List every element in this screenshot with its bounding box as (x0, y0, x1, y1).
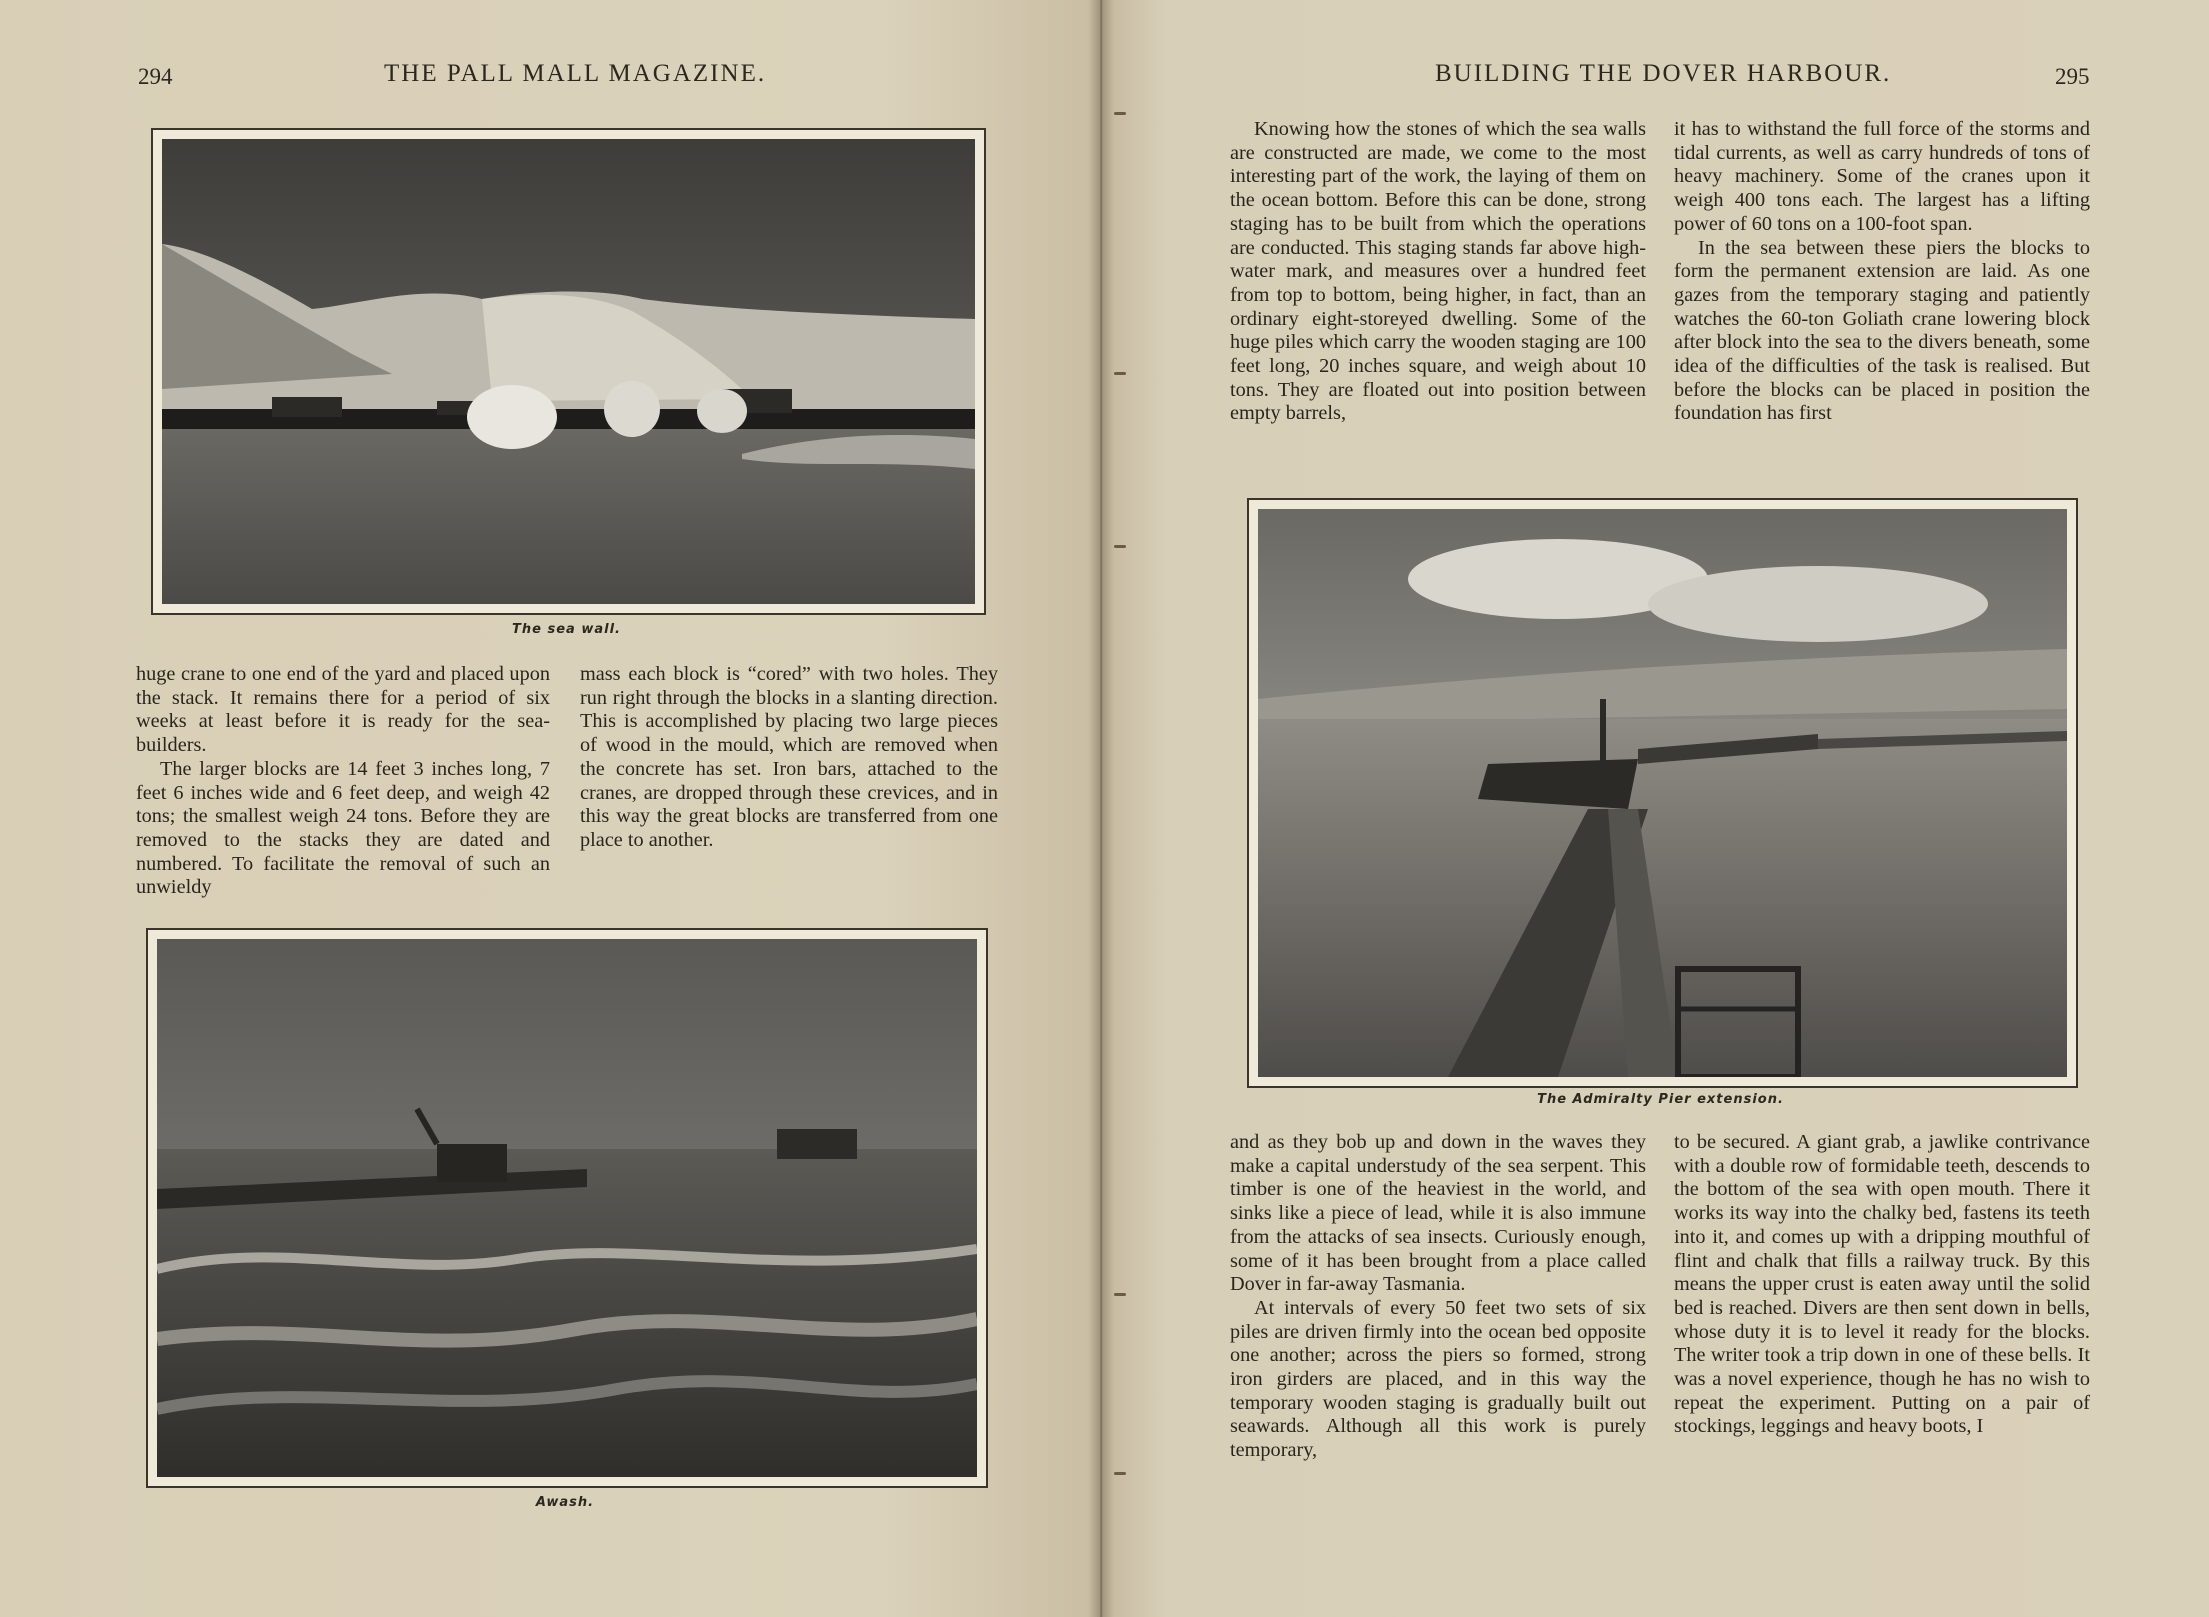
figure-admiralty-pier (1247, 498, 2078, 1088)
binding-stitch (1114, 545, 1126, 548)
right-column-2-bottom (1674, 1131, 2090, 1439)
sea-wall-photo (162, 139, 975, 604)
right-page-number: 295 (2055, 64, 2090, 89)
paragraph: to be secured. A giant grab, a jawlike contrivance with a double row of formidable teeth, descends to the bottom of the sea with open mouth. There it works its way into the chalky bed, fastens its teeth into it, and comes up with a dripping mouthful of flint and chalk that fills a railway truck. By this means the upper crust is eaten away until the solid bed is reached. Divers are then sent down in bells, whose duty it is to level it ready for the blocks. The writer took a trip down in one of these bells. It was a novel experience, though he has no wish to repeat the experiment. Putting on a pair of stockings, leggings and heavy boots, I (1674, 1131, 2090, 1438)
binding-stitch (1114, 1472, 1126, 1475)
left-column-2 (580, 663, 998, 853)
figure-sea-wall (151, 128, 986, 615)
caption-awash: Awash. (535, 1495, 595, 1510)
paragraph: mass each block is “cored” with two holes. They run right through the blocks in a slanting direction. This is accomplished by placing two large pieces of wood in the mould, which are removed when the concrete has set. Iron bars, attached to the cranes, are dropped through these crevices, and in this way the great blocks are transferred from one place to another. (580, 663, 998, 851)
right-column-1-bottom (1230, 1131, 1646, 1463)
right-running-head: BUILDING THE DOVER HARBOUR. (1435, 60, 1892, 87)
paragraph: huge crane to one end of the yard and placed upon the stack. It remains there for a period of six weeks at least before it is ready for the sea-builders. (136, 663, 550, 757)
figure-awash (146, 928, 988, 1488)
paragraph: and as they bob up and down in the waves they make a capital understudy of the sea serpent. This timber is one of the heaviest in the world, and sinks like a piece of lead, while it is also immune from the attacks of sea insects. Curiously enough, some of it has been brought from a place called Dover in far-away Tasmania. (1230, 1131, 1646, 1296)
caption-sea-wall: The sea wall. (512, 622, 621, 637)
paragraph: it has to withstand the full force of the storms and tidal currents, as well as carry hundreds of tons of heavy machinery. Some of the cranes upon it weigh 400 tons each. The largest has a lifting power of 60 tons on a 100-foot span. (1674, 118, 2090, 235)
awash-photo (157, 939, 977, 1477)
caption-admiralty-pier: The Admiralty Pier extension. (1537, 1092, 1784, 1107)
paragraph: At intervals of every 50 feet two sets of six piles are driven firmly into the ocean bed opposite one another; across the piers so formed, strong iron girders are placed, and in this way the temporary wooden staging is gradually built out seawards. Although all this work is purely temporary, (1230, 1296, 1646, 1462)
right-column-1-top (1230, 118, 1646, 426)
book-gutter (1088, 0, 1114, 1617)
left-running-head: THE PALL MALL MAGAZINE. (384, 60, 767, 87)
paragraph: Knowing how the stones of which the sea walls are constructed are made, we come to the most interesting part of the work, the laying of them on the ocean bottom. Before this can be done, strong staging has to be built from which the operations are conducted. This staging stands far above high-water mark, and measures over a hundred feet from top to bottom, being higher, in fact, than an ordinary eight-storeyed dwelling. Some of the huge piles which carry the wooden staging are 100 feet long, 20 inches square, and weigh about 10 tons. They are floated out into position between empty barrels, (1230, 118, 1646, 425)
paragraph: The larger blocks are 14 feet 3 inches long, 7 feet 6 inches wide and 6 feet deep, and weigh 42 tons; the smallest weigh 24 tons. Before they are removed to the stacks they are dated and numbered. To facilitate the removal of such an unwieldy (136, 757, 550, 899)
right-column-2-top (1674, 118, 2090, 426)
binding-stitch (1114, 1293, 1126, 1296)
left-column-1 (136, 663, 550, 900)
admiralty-pier-photo (1258, 509, 2067, 1077)
left-page-number: 294 (138, 64, 173, 89)
binding-stitch (1114, 372, 1126, 375)
binding-stitch (1114, 112, 1126, 115)
paragraph: In the sea between these piers the blocks to form the permanent extension are laid. As one gazes from the temporary staging and patiently watches the 60-ton Goliath crane lowering block after block into the sea to the divers beneath, some idea of the difficulties of the task is realised. But before the blocks can be placed in position the foundation has first (1674, 236, 2090, 425)
